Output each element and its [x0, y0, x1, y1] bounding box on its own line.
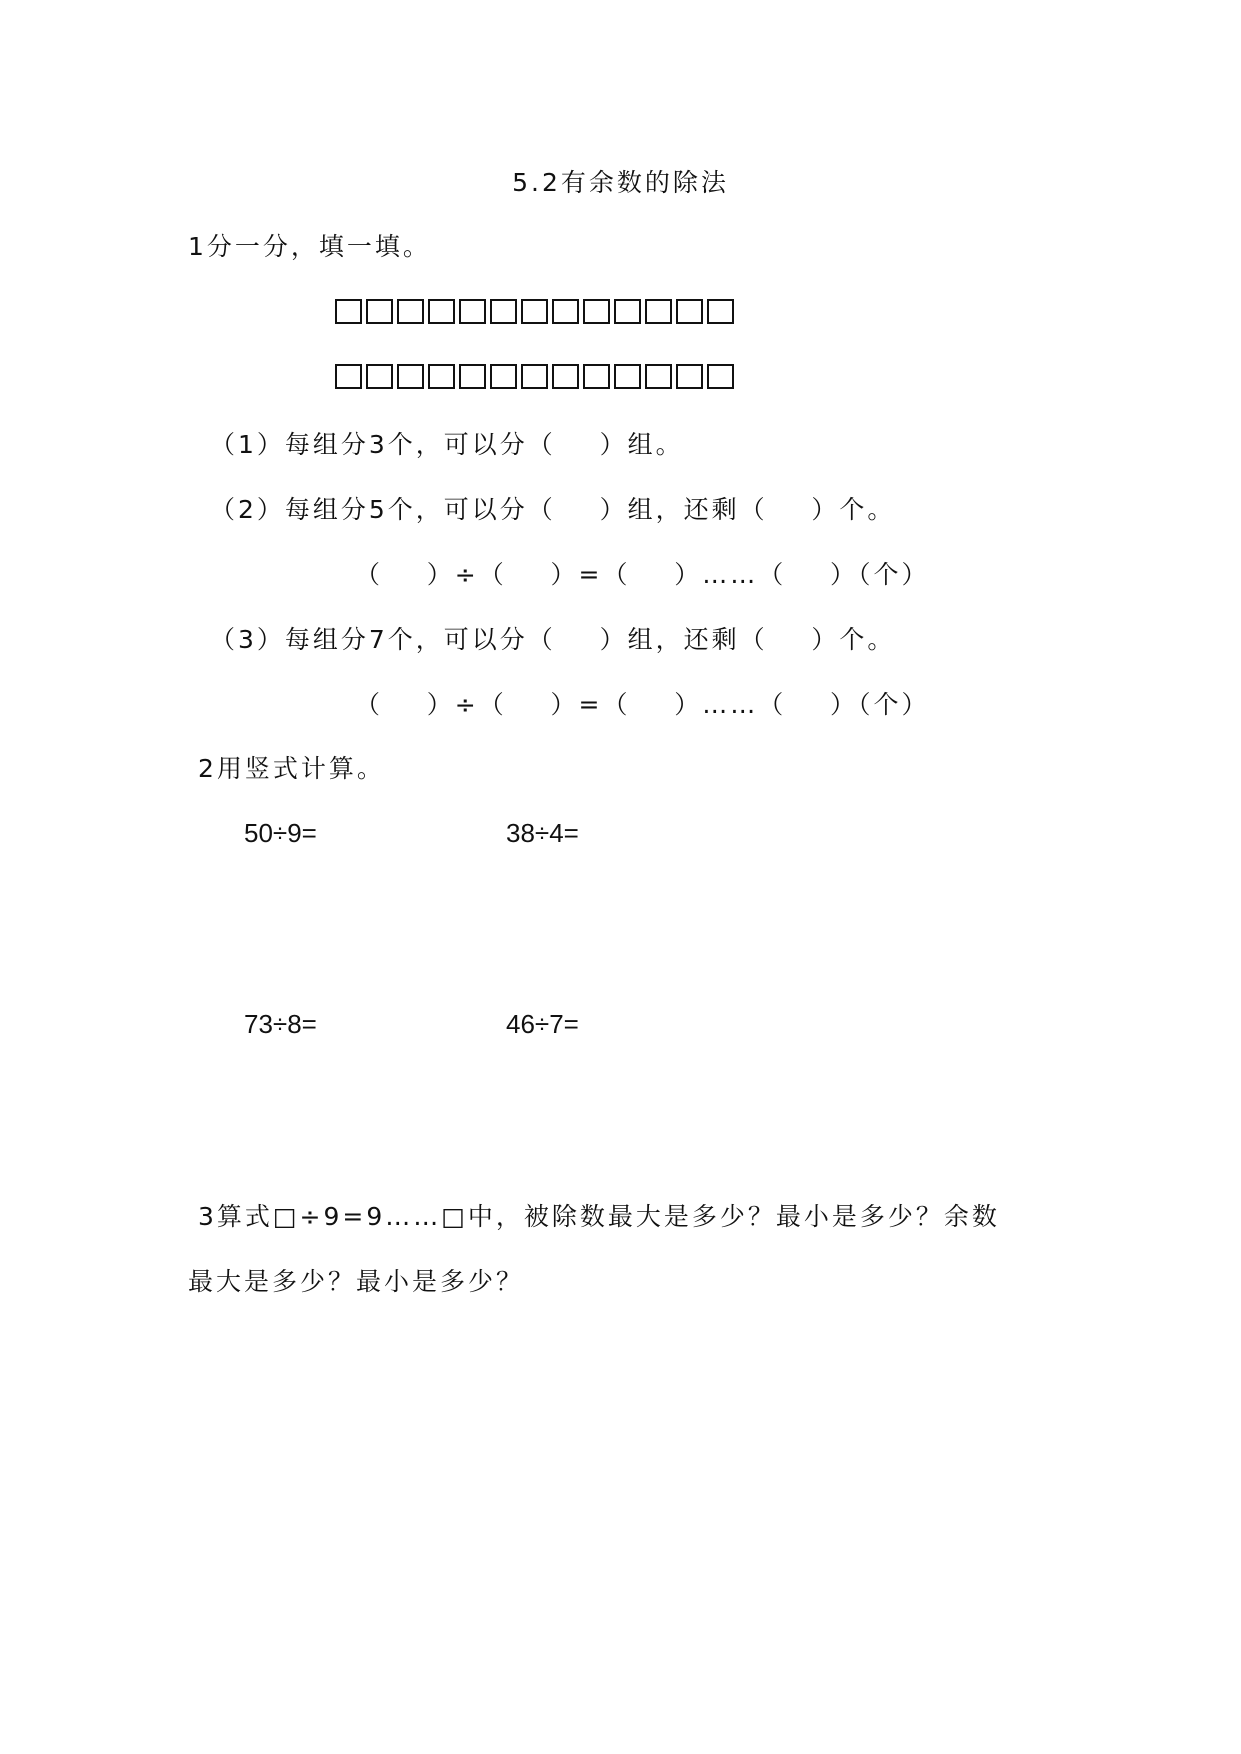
square-box [521, 299, 548, 324]
square-box [428, 364, 455, 389]
square-box [397, 299, 424, 324]
square-box [676, 364, 703, 389]
q1-sub1: （1）每组分3个，可以分（ ）组。 [210, 430, 684, 459]
square-box [707, 299, 734, 324]
square-box [583, 364, 610, 389]
q1-sub2: （2）每组分5个，可以分（ ）组，还剩（ ）个。 [210, 495, 896, 524]
square-box [552, 299, 579, 324]
calc-problem-1: 50÷9= [244, 818, 317, 848]
square-box [428, 299, 455, 324]
square-row-1 [335, 299, 738, 324]
q1-heading: 1分一分，填一填。 [188, 232, 431, 261]
square-box [552, 364, 579, 389]
square-box [614, 299, 641, 324]
square-box [459, 364, 486, 389]
square-box [645, 364, 672, 389]
square-box [583, 299, 610, 324]
q3-line-2: 最大是多少？最小是多少？ [188, 1267, 525, 1296]
square-box [459, 299, 486, 324]
square-box [335, 299, 362, 324]
square-box [335, 364, 362, 389]
square-box [397, 364, 424, 389]
square-box [707, 364, 734, 389]
square-box [366, 299, 393, 324]
q1-equation-3: （ ）÷（ ）=（ ）……（ ）（个） [355, 690, 930, 719]
q1-sub3: （3）每组分7个，可以分（ ）组，还剩（ ）个。 [210, 625, 896, 654]
square-box [521, 364, 548, 389]
calc-problem-4: 46÷7= [506, 1009, 579, 1039]
page-title: 5.2有余数的除法 [512, 168, 729, 197]
square-box [645, 299, 672, 324]
square-box [490, 299, 517, 324]
q2-heading: 2用竖式计算。 [198, 754, 385, 783]
square-box [366, 364, 393, 389]
q1-equation-2: （ ）÷（ ）=（ ）……（ ）（个） [355, 560, 930, 589]
q3-line-1: 3算式□÷9=9……□中，被除数最大是多少？最小是多少？余数 [198, 1202, 1000, 1231]
square-box [490, 364, 517, 389]
square-box [614, 364, 641, 389]
square-box [676, 299, 703, 324]
square-row-2 [335, 364, 738, 389]
calc-problem-2: 38÷4= [506, 818, 579, 848]
calc-problem-3: 73÷8= [244, 1009, 317, 1039]
